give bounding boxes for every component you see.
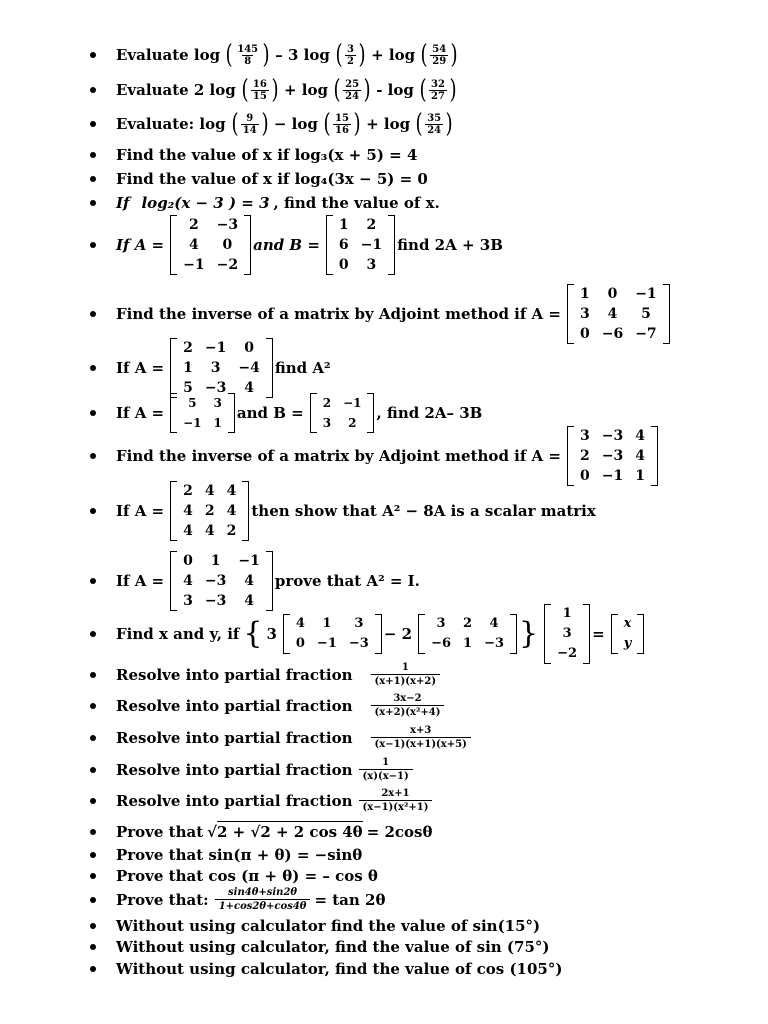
matrix-cell: 2 xyxy=(204,503,215,519)
matrix-cell: 1 xyxy=(213,416,222,430)
matrix-cell: −1 xyxy=(635,286,657,302)
matrix-cell: 0 xyxy=(338,257,349,273)
matrix-cell: 0 xyxy=(295,636,305,651)
matrix-body xyxy=(290,614,375,654)
matrix-cell: −1 xyxy=(204,340,227,356)
matrix-cell: 4 xyxy=(244,573,254,589)
list-item: Without using calculator find the value of sin(15°) xyxy=(93,917,544,935)
matrix-cell: 4 xyxy=(183,573,193,589)
matrix-D xyxy=(611,614,645,654)
matrix-cell: 1 xyxy=(210,553,221,569)
bullet xyxy=(90,87,96,93)
matrix-cell: 1 xyxy=(562,606,572,621)
matrix-cell: −7 xyxy=(635,326,657,342)
bullet xyxy=(90,578,96,584)
matrix-C xyxy=(544,604,590,664)
list-item: Find the value of x if log₄(3x − 5) = 0 xyxy=(93,170,432,188)
matrix-cell: 2 xyxy=(463,616,473,631)
matrix-body xyxy=(618,614,638,654)
matrix-cell: 2 xyxy=(579,448,590,464)
matrix-cell: 4 xyxy=(204,483,215,499)
bullet xyxy=(90,944,96,950)
list-item: If A = 2 −1 0 1 3 −4 5 −3 4 find A² xyxy=(93,338,335,398)
bullet xyxy=(90,672,96,678)
matrix-cell: 5 xyxy=(188,396,197,410)
matrix-cell: 3 xyxy=(183,593,193,609)
matrix-cell: 2 xyxy=(188,217,199,233)
list-item: Resolve into partial fraction $\frac{3x-2}{\text{(x+2)(x²+4)}}$ xyxy=(93,692,448,719)
matrix-cell: 2 xyxy=(348,416,357,430)
matrix-cell: −6 xyxy=(601,326,624,342)
matrix-cell: 4 xyxy=(226,503,237,519)
matrix-body xyxy=(551,604,583,664)
bullet xyxy=(90,152,96,158)
matrix-body xyxy=(333,215,388,275)
matrix-cell: −4 xyxy=(238,360,260,376)
list-item: If A = 5 3 −1 1 and B = 2 −1 3 2 , find 2A– 3B xyxy=(93,393,486,433)
matrix-cell: 0 xyxy=(579,326,590,342)
matrix-A xyxy=(567,426,658,486)
matrix-cell: 2 xyxy=(183,483,193,499)
bullet xyxy=(90,52,96,58)
bullet xyxy=(90,311,96,317)
matrix-cell: −2 xyxy=(216,257,239,273)
list-item: Evaluate 2 log ( $\frac{16}{15}$ ) + log ( $\frac{25}{24}$ ) - log ( $\frac{32}{27}$ ) xyxy=(93,77,462,103)
matrix-cell: 0 xyxy=(579,468,590,484)
matrix-body xyxy=(574,426,651,486)
matrix-cell: 4 xyxy=(188,237,199,253)
matrix-cell: −1 xyxy=(601,468,624,484)
matrix-cell: 4 xyxy=(244,380,254,396)
list-item: Prove that: $\frac{\sin 4\theta+\sin 2\theta}{1+\cos 2\theta+\cos 4\theta}$ = tan 2θ xyxy=(93,886,389,913)
list-item: Evaluate log ( $\frac{145}{8}$ ) – 3 log ( $\frac{3}{2}$ ) + log ( $\frac{54}{29}$ ) xyxy=(93,42,463,68)
bullet xyxy=(90,631,96,637)
bullet xyxy=(90,923,96,929)
matrix-cell: 3 xyxy=(213,396,222,410)
matrix-A xyxy=(170,551,273,611)
matrix-cell: 3 xyxy=(210,360,221,376)
matrix-cell: −3 xyxy=(484,636,505,651)
matrix-cell: −6 xyxy=(431,636,452,651)
list-item: Evaluate: log ( $\frac{9}{14}$ ) − log ( $\frac{15}{16}$ ) + log ( $\frac{35}{24}$ ) xyxy=(93,111,458,137)
list-item: Without using calculator, find the value of cos (105°) xyxy=(93,960,566,978)
list-item: Resolve into partial fraction $\frac{x+3}{(x-1)(x+1)(x+5)}$ xyxy=(93,724,475,751)
list-item: Resolve into partial fraction $\frac{1}{(x+1)(x+2)}$ xyxy=(93,661,444,688)
matrix-cell: −1 xyxy=(360,237,383,253)
matrix-cell: 4 xyxy=(607,306,618,322)
list-item: Resolve into partial fraction $\frac{2x+1}{\text{(x−1)(x²+1)}}$ xyxy=(93,787,436,814)
matrix-cell: 5 xyxy=(183,380,193,396)
matrix-B xyxy=(418,614,517,654)
bullet xyxy=(90,767,96,773)
bullet xyxy=(90,703,96,709)
bullet xyxy=(90,176,96,182)
matrix-body xyxy=(177,338,266,398)
matrix-cell: 3 xyxy=(322,416,332,430)
list-item: Prove that cos (π + θ) = – cos θ xyxy=(93,867,382,885)
matrix-cell: 3 xyxy=(436,616,446,631)
matrix-cell: 4 xyxy=(204,523,215,539)
matrix-cell: −3 xyxy=(601,448,624,464)
matrix-cell: 6 xyxy=(338,237,349,253)
bullet xyxy=(90,798,96,804)
matrix-cell: −1 xyxy=(238,553,260,569)
matrix-B xyxy=(326,215,395,275)
matrix-cell: 0 xyxy=(244,340,254,356)
matrix-A xyxy=(283,614,382,654)
matrix-cell: −3 xyxy=(216,217,239,233)
list-item: Without using calculator, find the value of sin (75°) xyxy=(93,938,553,956)
list-item: Find the inverse of a matrix by Adjoint method if A = 3 −3 4 2 −3 4 0 −1 1 xyxy=(93,426,660,486)
matrix-cell: −3 xyxy=(204,573,227,589)
matrix-A xyxy=(567,284,670,344)
bullet xyxy=(90,200,96,206)
matrix-cell: −1 xyxy=(343,396,362,410)
list-item: Find x and y, if { 3 4 1 3 0 −1 −3 − 2 3 2 4 −6 1 −3 } 1 3 −2 = x y xyxy=(93,604,646,664)
bullet xyxy=(90,242,96,248)
matrix-body xyxy=(574,284,663,344)
list-item: If A = 2 −3 4 0 −1 −2 and B = 1 2 6 −1 0 3 find 2A + 3B xyxy=(93,215,507,275)
matrix-cell: 2 xyxy=(366,217,377,233)
matrix-cell: −1 xyxy=(316,636,337,651)
matrix-cell: 2 xyxy=(226,523,237,539)
bullet xyxy=(90,365,96,371)
matrix-A xyxy=(170,338,273,398)
matrix-cell: y xyxy=(623,636,632,651)
list-item: Find the value of x if log₃(x + 5) = 4 xyxy=(93,146,421,164)
list-item: If log₂(x − 3 ) = 3 , find the value of x. xyxy=(93,194,444,212)
bullet xyxy=(90,508,96,514)
matrix-cell: −3 xyxy=(601,428,624,444)
matrix-A xyxy=(170,481,249,541)
list-item: Find the inverse of a matrix by Adjoint method if A = 1 0 −1 3 4 5 0 −6 −7 xyxy=(93,284,672,344)
matrix-cell: 5 xyxy=(641,306,651,322)
bullet xyxy=(90,453,96,459)
bullet xyxy=(90,897,96,903)
matrix-cell: 1 xyxy=(338,217,349,233)
matrix-cell: x xyxy=(623,616,632,631)
matrix-body xyxy=(177,551,266,611)
matrix-cell: 4 xyxy=(635,448,645,464)
matrix-cell: 1 xyxy=(463,636,473,651)
list-item: Prove that √2 + √2 + 2 cos 4θ = 2cosθ xyxy=(93,823,437,841)
matrix-cell: 2 xyxy=(183,340,193,356)
matrix-cell: 4 xyxy=(226,483,237,499)
bullet xyxy=(90,966,96,972)
matrix-cell: −3 xyxy=(204,593,227,609)
matrix-cell: 4 xyxy=(244,593,254,609)
matrix-cell: 3 xyxy=(562,626,572,641)
matrix-cell: −1 xyxy=(183,416,202,430)
matrix-body xyxy=(177,215,244,275)
matrix-cell: 4 xyxy=(635,428,645,444)
matrix-cell: 1 xyxy=(579,286,590,302)
matrix-body xyxy=(425,614,510,654)
matrix-cell: −3 xyxy=(348,636,369,651)
bullet xyxy=(90,873,96,879)
matrix-cell: 3 xyxy=(366,257,377,273)
matrix-cell: 1 xyxy=(322,616,332,631)
list-item: Prove that sin(π + θ) = −sinθ xyxy=(93,846,366,864)
matrix-cell: 2 xyxy=(322,396,332,410)
bullet xyxy=(90,852,96,858)
matrix-cell: 4 xyxy=(295,616,305,631)
matrix-cell: 4 xyxy=(489,616,499,631)
matrix-cell: 4 xyxy=(183,503,193,519)
matrix-cell: 4 xyxy=(183,523,193,539)
matrix-cell: 3 xyxy=(579,306,590,322)
bullet xyxy=(90,410,96,416)
matrix-cell: −3 xyxy=(204,380,227,396)
matrix-cell: −1 xyxy=(183,257,205,273)
matrix-cell: 1 xyxy=(635,468,645,484)
bullet xyxy=(90,829,96,835)
list-item: If A = 2 4 4 4 2 4 4 4 2 then show that A² − 8A is a scalar matrix xyxy=(93,481,600,541)
matrix-A xyxy=(170,215,251,275)
bullet xyxy=(90,121,96,127)
matrix-cell: 1 xyxy=(183,360,193,376)
matrix-cell: −2 xyxy=(557,646,578,661)
bullet xyxy=(90,735,96,741)
matrix-cell: 3 xyxy=(579,428,590,444)
matrix-cell: 0 xyxy=(183,553,193,569)
list-item: Resolve into partial fraction $\frac{1}{(x)(x-1)}$ xyxy=(93,756,417,783)
matrix-body xyxy=(177,481,242,541)
matrix-cell: 0 xyxy=(607,286,618,302)
matrix-cell: 0 xyxy=(222,237,233,253)
list-item: If A = 0 1 −1 4 −3 4 3 −3 4 prove that A² = I. xyxy=(93,551,424,611)
matrix-cell: 3 xyxy=(354,616,364,631)
